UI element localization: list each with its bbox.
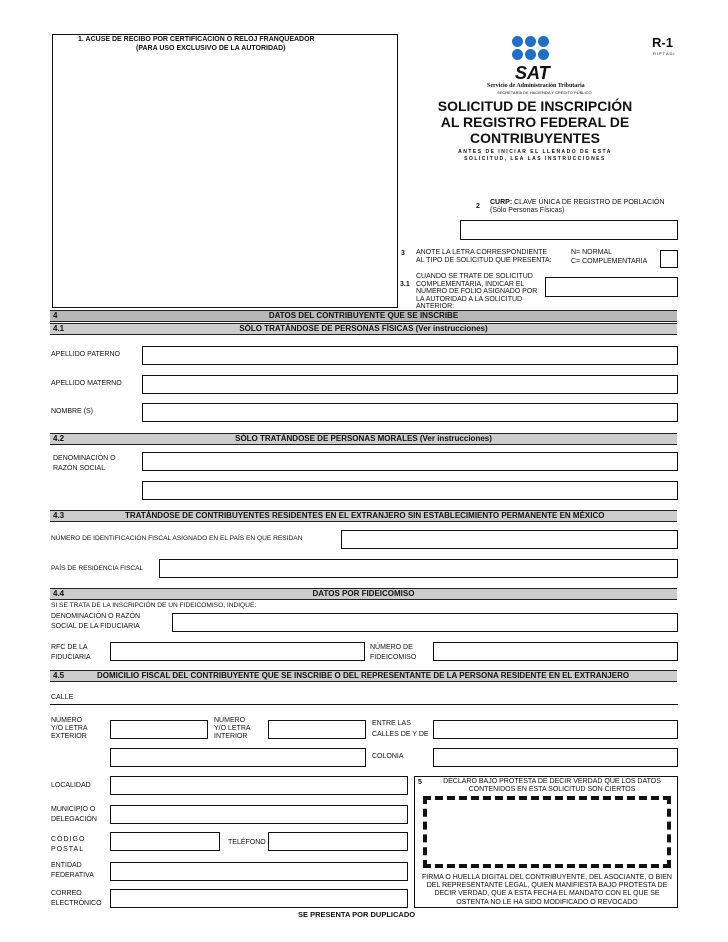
numero-exterior-label: NÚMERO Y/O LETRA EXTERIOR [51,717,88,740]
nif-field[interactable] [341,530,678,549]
section-4-5-header: 4.5 DOMICILIO FISCAL DEL CONTRIBUYENTE QUE SE INSCRIBE O DEL REPRESENTANTE DE LA PERSONA RESIDENTE EN EL EXTRANJERO [50,670,677,682]
localidad-label: LOCALIDAD [51,782,91,789]
apellido-materno-label: APELLIDO MATERNO [51,380,122,387]
receipt-box [52,34,398,308]
instructions-note: ANTES DE INICIAR EL LLENADO DE ESTA SOLICITUD, LEA LAS INSTRUCCIONES [458,149,612,162]
numero-fideicomiso-label: NÚMERO DE FIDEICOMISO [370,644,417,661]
apellido-paterno-field[interactable] [142,346,678,365]
section-4-1-header: 4.1 SÓLO TRATÁNDOSE DE PERSONAS FÍSICAS (Ver instrucciones) [50,323,677,335]
main-title: SOLICITUD DE INSCRIPCIÓN AL REGISTRO FEDERAL DE CONTRIBUYENTES [437,98,633,146]
colonia-label: COLONIA [372,753,404,760]
entre-calles-label: ENTRE LAS CALLES DE Y DE [372,720,429,738]
entidad-field[interactable] [110,862,408,881]
section-4-4-header: 4.4 DATOS POR FIDEICOMISO [50,588,677,600]
section-4-3-header: 4.3 TRATÁNDOSE DE CONTRIBUYENTES RESIDENTES EN EL EXTRANJERO SIN ESTABLECIMIENTO PERMANENTE EN MÉXICO [50,510,677,522]
calle-label: CALLE [51,694,74,701]
request-type-complementaria: C= COMPLEMENTARIA [571,258,648,265]
numero-interior-label: NÚMERO Y/O LETRA INTERIOR [214,717,251,740]
codigo-postal-label: CÓDIGO POSTAL [51,836,86,853]
municipio-label: MUNICIPIO O DELEGACIÓN [51,806,97,823]
colonia-field-left[interactable] [110,748,366,767]
denominacion-field-2[interactable] [142,481,678,500]
municipio-field[interactable] [110,805,408,824]
rfc-fiduciaria-field[interactable] [110,642,365,661]
sat-logo-line1: Servicio de Administración Tributaria [487,83,585,89]
numero-interior-field[interactable] [268,720,366,739]
receipt-title: 1. ACUSE DE RECIBO POR CERTIFICACIÓN O RELOJ FRANQUEADOR [78,36,315,43]
pais-residencia-label: PAÍS DE RESIDENCIA FISCAL [51,565,144,572]
nif-label: NÚMERO DE IDENTIFICACIÓN FISCAL ASIGNADO EN EL PAÍS EN QUE RESIDAN [51,535,303,542]
curp-field[interactable] [460,220,678,240]
request-type-label2: AL TIPO DE SOLICITUD QUE PRESENTA: [416,257,552,264]
numero-exterior-field[interactable] [110,720,208,739]
correo-label: CORREO ELECTRÓNICO [51,890,102,907]
colonia-field-right[interactable] [433,748,678,767]
section-4-2-header: 4.2 SÓLO TRATÁNDOSE DE PERSONAS MORALES (Ver instrucciones) [50,433,677,445]
entre-calles-field[interactable] [433,720,678,739]
fiduciaria-denominacion-label: DENOMINACIÓN O RAZÓN SOCIAL DE LA FIDUCIARIA [51,613,141,630]
telefono-field[interactable] [268,832,408,851]
section-4-header: 4 DATOS DEL CONTRIBUYENTE QUE SE INSCRIBE [50,310,677,322]
curp-sub: (Sólo Personas Físicas) [490,207,565,214]
apellido-paterno-label: APELLIDO PATERNO [51,351,120,358]
receipt-subtitle: (PARA USO EXCLUSIVO DE LA AUTORIDAD) [136,45,286,52]
form-code-small: RIPTADI [653,51,676,56]
curp-label: CURP: CLAVE ÚNICA DE REGISTRO DE POBLACIÓN [490,199,665,206]
telefono-label: TELÉFONO [228,839,266,846]
signature-area[interactable] [423,796,671,868]
apellido-materno-field[interactable] [142,375,678,394]
codigo-postal-field[interactable] [110,832,220,851]
denominacion-field-1[interactable] [142,452,678,471]
pais-residencia-field[interactable] [159,559,678,578]
numero-fideicomiso-field[interactable] [433,642,678,661]
curp-number: 2 [476,203,480,210]
localidad-field[interactable] [110,776,408,795]
form-code: R-1 [652,35,673,50]
request-type-normal: N= NORMAL [571,249,613,256]
nombre-field[interactable] [142,403,678,422]
footer-duplicado: SE PRESENTA POR DUPLICADO [298,910,416,919]
fideicomiso-intro: SI SE TRATA DE LA INSCRIPCIÓN DE UN FIDEICOMISO, INDIQUE: [51,602,257,609]
rfc-fiduciaria-label: RFC DE LA FIDUCIARIA [51,644,91,661]
request-type-field[interactable] [660,250,678,268]
folio-label: CUANDO SE TRATE DE SOLICITUD COMPLEMENTARIA, INDICAR EL NÚMERO DE FOLIO ASIGNADO POR LA AUTORIDAD A LA SOLICITUD ANTERIOR: [416,273,538,311]
signature-caption: FIRMA O HUELLA DIGITAL DEL CONTRIBUYENTE, DEL ASOCIANTE, O BIEN DEL REPRESENTANTE LEGAL, QUIEN MANIFIESTA BAJO PROTESTA DE DECIR VERDAD, QUE A ESTA FECHA EL MANDATO CON EL QUE SE OSTENTA NO LE HA SIDO MODIFICADO O REVOCADO [422,874,672,906]
nombre-label: NOMBRE (S) [51,408,93,415]
request-type-number: 3 [401,250,405,257]
fiduciaria-denominacion-field[interactable] [172,613,678,632]
denominacion-label: DENOMINACIÓN O RAZÓN SOCIAL [53,455,116,472]
section-5-number: 5 [418,779,422,786]
sat-logo-text: SAT [515,63,550,83]
folio-field[interactable] [545,277,678,297]
entidad-label: ENTIDAD FEDERATIVA [51,862,94,879]
correo-field[interactable] [110,889,408,908]
sat-logo-line2: SECRETARÍA DE HACIENDA Y CRÉDITO PÚBLICO [497,90,592,95]
request-type-label1: ANOTE LA LETRA CORRESPONDIENTE [416,249,548,256]
declaration-text: DECLARO BAJO PROTESTA DE DECIR VERDAD QUE LOS DATOS CONTENIDOS EN ESTA SOLICITUD SON CIERTOS [443,778,661,793]
folio-number: 3.1 [400,281,410,288]
calle-field[interactable] [50,704,678,705]
